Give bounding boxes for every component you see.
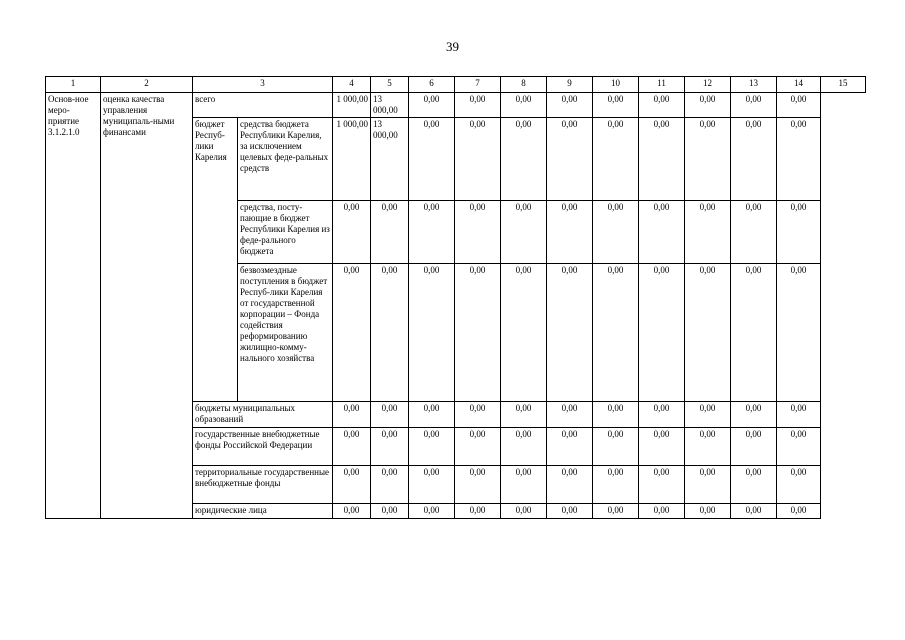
value-cell: 0,00 — [409, 118, 455, 201]
value-cell: 0,00 — [333, 264, 371, 402]
value-cell: 0,00 — [685, 118, 731, 201]
value-cell: 0,00 — [455, 93, 501, 118]
source-label: безвозмездные поступления в бюджет Респуб-лики Карелия от государственной корпорации – Фонда содействия реформированию жилищно-комму-нального хозяйства — [238, 264, 333, 402]
value-cell: 0,00 — [455, 428, 501, 466]
value-cell: 0,00 — [731, 504, 777, 519]
value-cell: 0,00 — [685, 264, 731, 402]
value-cell: 0,00 — [547, 402, 593, 428]
col-header: 13 — [731, 77, 777, 93]
value-cell: 0,00 — [333, 504, 371, 519]
value-cell: 0,00 — [685, 201, 731, 264]
value-cell: 0,00 — [547, 201, 593, 264]
source-label: бюджеты муниципальных образований — [193, 402, 333, 428]
value-cell: 0,00 — [685, 466, 731, 504]
value-cell: 0,00 — [547, 93, 593, 118]
value-cell: 0,00 — [593, 466, 639, 504]
value-cell: 0,00 — [593, 428, 639, 466]
value-cell: 0,00 — [593, 118, 639, 201]
col-header: 3 — [193, 77, 333, 93]
value-cell: 0,00 — [333, 402, 371, 428]
value-cell: 0,00 — [501, 118, 547, 201]
value-cell: 0,00 — [593, 201, 639, 264]
value-cell: 0,00 — [409, 504, 455, 519]
value-cell: 0,00 — [639, 402, 685, 428]
value-cell: 0,00 — [777, 466, 821, 504]
col-header: 9 — [547, 77, 593, 93]
source-label: средства бюджета Республики Карелия, за исключением целевых феде-ральных средств — [238, 118, 333, 201]
value-cell: 0,00 — [685, 402, 731, 428]
value-cell: 0,00 — [685, 93, 731, 118]
col-header: 8 — [501, 77, 547, 93]
value-cell: 0,00 — [777, 428, 821, 466]
col-header: 4 — [333, 77, 371, 93]
col-header: 7 — [455, 77, 501, 93]
page-number: 39 — [446, 39, 459, 54]
value-cell: 0,00 — [639, 466, 685, 504]
value-cell: 0,00 — [455, 201, 501, 264]
value-cell: 0,00 — [409, 466, 455, 504]
value-cell: 0,00 — [639, 428, 685, 466]
value-cell: 0,00 — [333, 466, 371, 504]
value-cell: 0,00 — [777, 201, 821, 264]
value-cell: 0,00 — [731, 118, 777, 201]
value-cell: 0,00 — [371, 264, 409, 402]
value-cell: 0,00 — [371, 201, 409, 264]
col-header: 11 — [639, 77, 685, 93]
col-header: 5 — [371, 77, 409, 93]
col-header: 15 — [821, 77, 866, 93]
value-cell: 0,00 — [731, 466, 777, 504]
value-cell: 0,00 — [731, 402, 777, 428]
source-label: средства, посту-пающие в бюджет Республики Карелия из феде-рального бюджета — [238, 201, 333, 264]
value-cell: 0,00 — [455, 402, 501, 428]
value-cell: 0,00 — [371, 402, 409, 428]
value-cell: 0,00 — [455, 466, 501, 504]
source-label: государственные внебюджетные фонды Российской Федерации — [193, 428, 333, 466]
value-cell: 0,00 — [777, 93, 821, 118]
group-label: бюджет Респуб-лики Карелия — [193, 118, 238, 402]
col-header: 14 — [777, 77, 821, 93]
value-cell: 0,00 — [731, 201, 777, 264]
value-cell: 0,00 — [409, 428, 455, 466]
value-cell: 0,00 — [409, 402, 455, 428]
value-cell: 0,00 — [409, 201, 455, 264]
value-cell: 13 000,00 — [371, 93, 409, 118]
col-header: 12 — [685, 77, 731, 93]
value-cell: 0,00 — [501, 466, 547, 504]
value-cell: 0,00 — [455, 504, 501, 519]
col-header: 10 — [593, 77, 639, 93]
value-cell: 0,00 — [639, 264, 685, 402]
value-cell: 0,00 — [547, 504, 593, 519]
value-cell: 0,00 — [455, 118, 501, 201]
value-cell: 0,00 — [777, 264, 821, 402]
value-cell: 13 000,00 — [371, 118, 409, 201]
value-cell: 1 000,00 — [333, 118, 371, 201]
value-cell: 0,00 — [501, 201, 547, 264]
value-cell: 0,00 — [371, 504, 409, 519]
value-cell: 0,00 — [731, 93, 777, 118]
header-row — [46, 77, 866, 93]
col-header: 6 — [409, 77, 455, 93]
value-cell: 0,00 — [501, 93, 547, 118]
value-cell: 0,00 — [501, 402, 547, 428]
value-cell: 0,00 — [639, 93, 685, 118]
col-header: 1 — [46, 77, 101, 93]
value-cell: 0,00 — [547, 466, 593, 504]
value-cell: 0,00 — [501, 504, 547, 519]
value-cell: 0,00 — [371, 466, 409, 504]
source-label: юридические лица — [193, 504, 333, 519]
event-code-cell: Основ-ное меро-приятие 3.1.2.1.0 — [46, 93, 101, 519]
value-cell: 0,00 — [731, 428, 777, 466]
budget-table — [45, 76, 866, 519]
value-cell: 0,00 — [685, 504, 731, 519]
value-cell: 0,00 — [333, 428, 371, 466]
value-cell: 0,00 — [639, 504, 685, 519]
value-cell: 0,00 — [777, 402, 821, 428]
value-cell: 0,00 — [593, 504, 639, 519]
value-cell: 0,00 — [409, 264, 455, 402]
value-cell: 0,00 — [777, 504, 821, 519]
value-cell: 0,00 — [501, 428, 547, 466]
value-cell: 0,00 — [731, 264, 777, 402]
value-cell: 1 000,00 — [333, 93, 371, 118]
col-header: 2 — [101, 77, 193, 93]
value-cell: 0,00 — [593, 93, 639, 118]
value-cell: 0,00 — [777, 118, 821, 201]
value-cell: 0,00 — [501, 264, 547, 402]
source-label: всего — [193, 93, 333, 118]
table-row — [46, 93, 866, 118]
value-cell: 0,00 — [593, 264, 639, 402]
value-cell: 0,00 — [547, 428, 593, 466]
event-name-cell: оценка качества управления муниципаль-ными финансами — [101, 93, 193, 519]
value-cell: 0,00 — [547, 264, 593, 402]
value-cell: 0,00 — [333, 201, 371, 264]
value-cell: 0,00 — [409, 93, 455, 118]
value-cell: 0,00 — [593, 402, 639, 428]
value-cell: 0,00 — [455, 264, 501, 402]
value-cell: 0,00 — [639, 201, 685, 264]
source-label: территориальные государственные внебюджетные фонды — [193, 466, 333, 504]
value-cell: 0,00 — [639, 118, 685, 201]
value-cell: 0,00 — [685, 428, 731, 466]
value-cell: 0,00 — [547, 118, 593, 201]
value-cell: 0,00 — [371, 428, 409, 466]
